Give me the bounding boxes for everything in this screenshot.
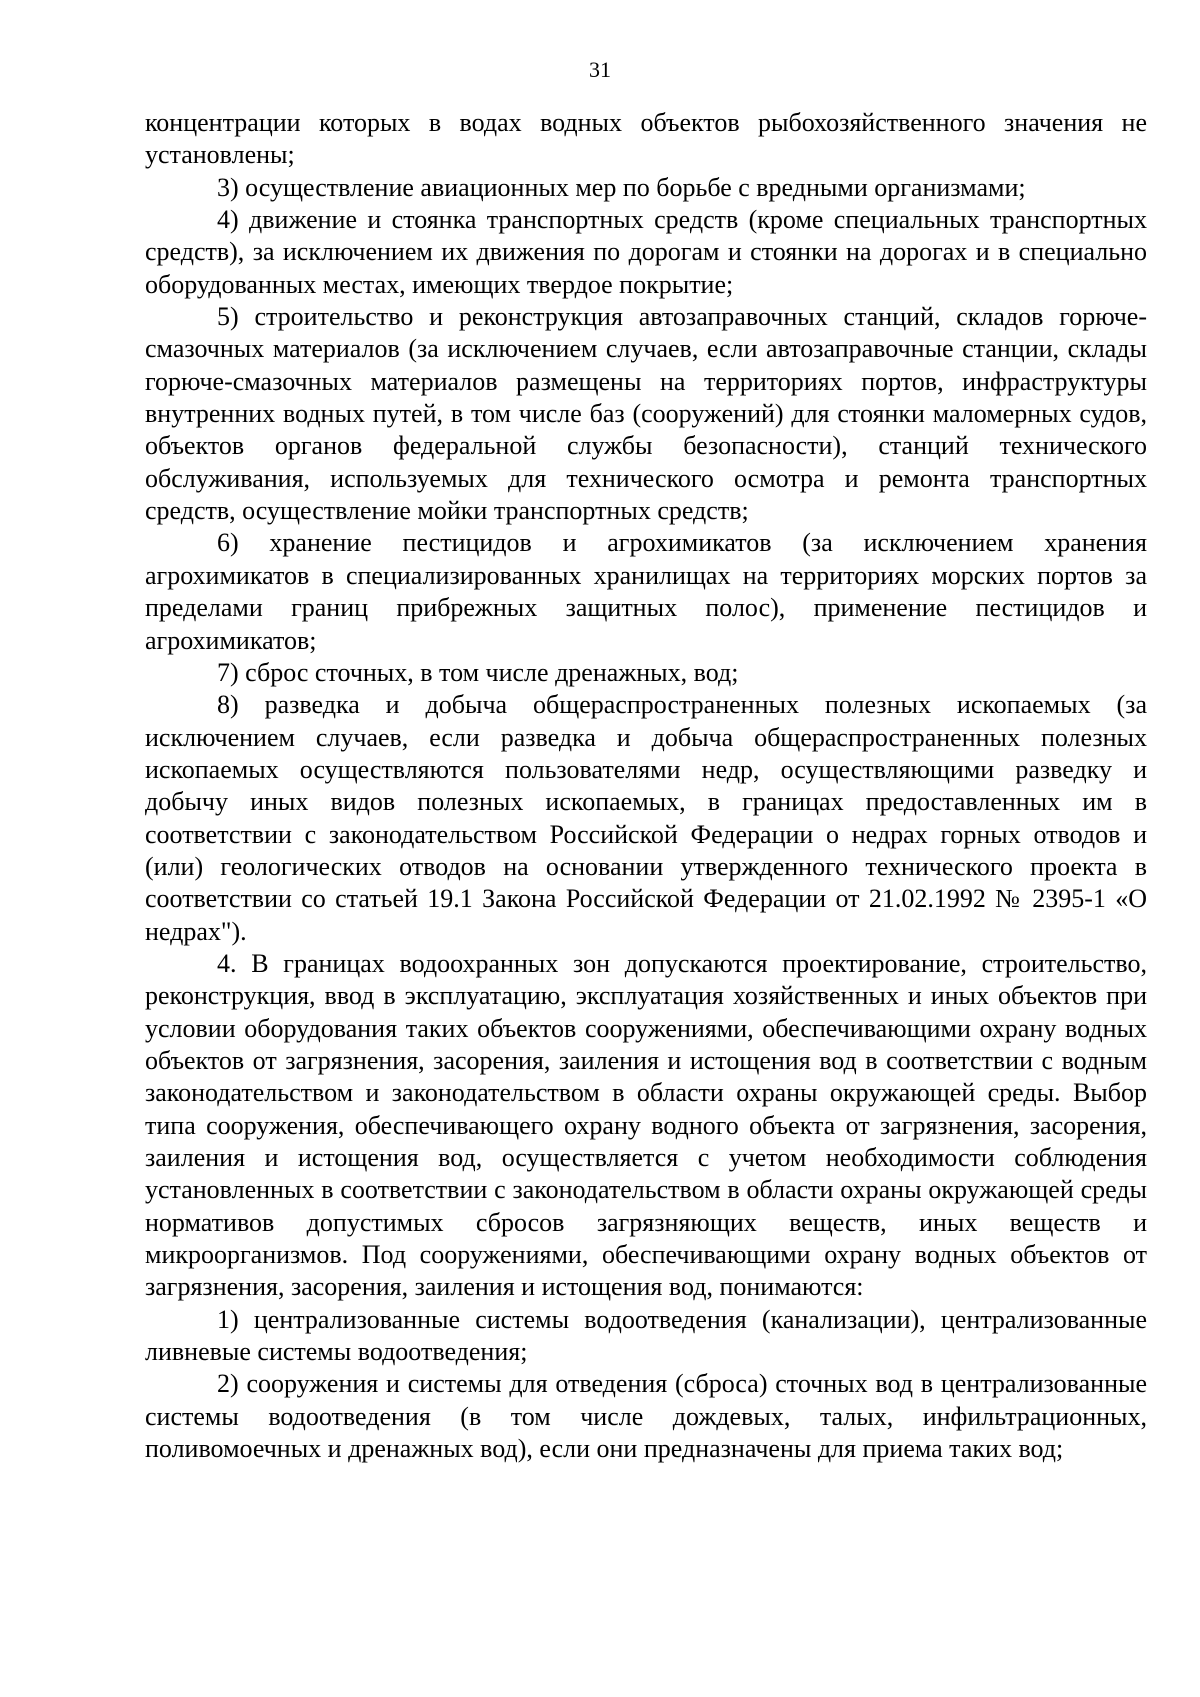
document-body (145, 107, 1147, 1465)
list-item-6: 6) хранение пестицидов и агрохимикатов (за исключением хранения агрохимикатов в специализированных хранилищах на территориях морских портов за пределами границ прибрежных защитных полос), применение пестицидов и агрохимикатов; (145, 528, 1147, 655)
page-number: 31 (589, 57, 611, 82)
section-4-paragraph: 4. В границах водоохранных зон допускаются проектирование, строительство, реконструкция, ввод в эксплуатацию, эксплуатация хозяйственных и иных объектов при условии оборудования таких объектов сооружениями, обеспечивающими охрану водных объектов от загрязнения, засорения, заиления и истощения вод в соответствии с водным законодательством и законодательством в области охраны окружающей среды. Выбор типа сооружения, обеспечивающего охрану водного объекта от загрязнения, засорения, заиления и истощения вод, осуществляется с учетом необходимости соблюдения установленных в соответствии с законодательством в области охраны окружающей среды нормативов допустимых сбросов загрязняющих веществ, иных веществ и микроорганизмов. Под сооружениями, обеспечивающими охрану водных объектов от загрязнения, засорения, заиления и истощения вод, понимаются: (145, 948, 1147, 1302)
list-item-8: 8) разведка и добыча общераспространенных полезных ископаемых (за исключением случаев, если разведка и добыча общераспространенных полезных ископаемых осуществляются пользователями недр, осуществляющими разведку и добычу иных видов полезных ископаемых, в границах предоставленных им в соответствии с законодательством Российской Федерации о недрах горных отводов и (или) геологических отводов на основании утвержденного технического проекта в соответствии со статьей 19.1 Закона Российской Федерации от 21.02.1992 № 2395-1 «О недрах"). (145, 690, 1147, 946)
list-item-3: 3) осуществление авиационных мер по борьбе с вредными организмами; (217, 172, 1026, 202)
list-item-5: 5) строительство и реконструкция автозаправочных станций, складов горюче-смазочных материалов (за исключением случаев, если автозаправочные станции, склады горюче-смазочных материалов размещены на территориях портов, инфраструктуры внутренних водных путей, в том числе баз (сооружений) для стоянки маломерных судов, объектов органов федеральной службы безопасности), станций технического обслуживания, используемых для технического осмотра и ремонта транспортных средств, осуществление мойки транспортных средств; (145, 302, 1147, 526)
list-item-4: 4) движение и стоянка транспортных средств (кроме специальных транспортных средств), за исключением их движения по дорогам и стоянки на дорогах и в специально оборудованных местах, имеющих твердое покрытие; (145, 205, 1147, 299)
list-item-7: 7) сброс сточных, в том числе дренажных, вод; (217, 657, 739, 687)
sublist-item-2: 2) сооружения и системы для отведения (сброса) сточных вод в централизованные системы водоотведения (в том числе дождевых, талых, инфильтрационных, поливомоечных и дренажных вод), если они предназначены для приема таких вод; (145, 1369, 1147, 1464)
sublist-item-1: 1) централизованные системы водоотведения (канализации), централизованные ливневые системы водоотведения; (145, 1304, 1147, 1367)
paragraph-continuation: концентрации которых в водах водных объектов рыбохозяйственного значения не установлены; (145, 108, 1147, 170)
